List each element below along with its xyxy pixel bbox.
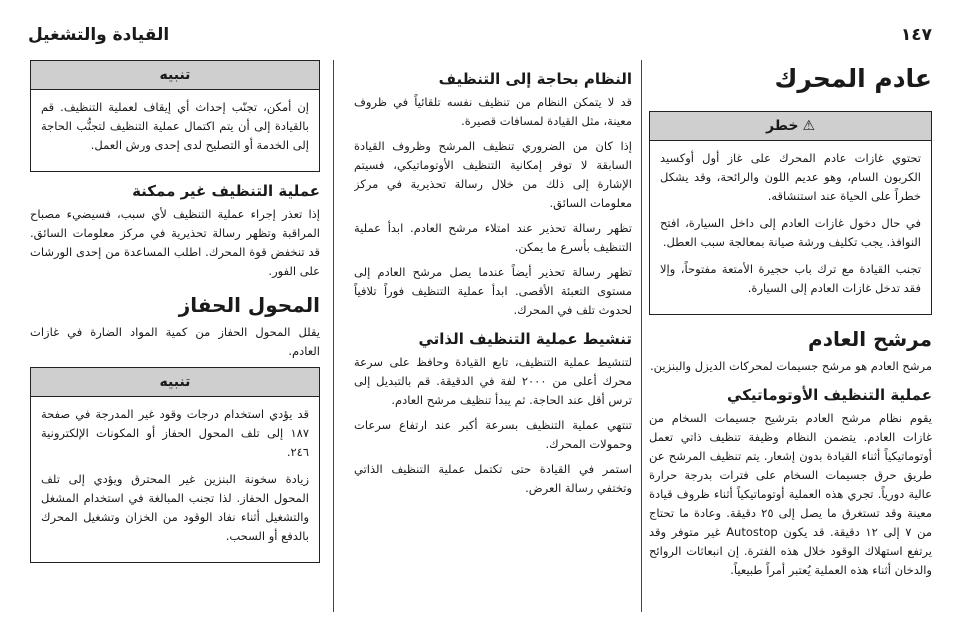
heading-activate-cleaning: تنشيط عملية التنظيف الذاتي	[418, 330, 632, 348]
notice-box	[30, 367, 320, 563]
notice-heading: تنبيه	[31, 61, 319, 90]
warning-triangle-icon: ⚠	[802, 118, 815, 134]
paragraph: لتنشيط عملية التنظيف، تابع القيادة وحافظ على سرعة محرك أعلى من ٢٠٠٠ لفة في الدقيقة. قم بالتبديل إلى ترس أقل عند الحاجة. ثم يبدأ تنظيف مرشح العادم.	[354, 355, 632, 407]
column-middle	[354, 60, 632, 618]
chapter-title: القيادة والتشغيل	[28, 25, 170, 45]
paragraph: إذا تعذر إجراء عملية التنظيف لأي سبب، فسيضيء مصباح المراقبة وتظهر رسالة تحذيرية في مركز معلومات السائق. قد تنخفض قوة المحرك. اطلب المساعدة من إحدى الورشات على الفور.	[30, 207, 320, 278]
danger-box	[649, 111, 932, 315]
danger-box-header	[650, 112, 931, 141]
paragraph: استمر في القيادة حتى تكتمل عملية التنظيف الذاتي وتختفي رسالة العرض.	[354, 462, 632, 495]
paragraph: يقوم نظام مرشح العادم بترشيح جسيمات السخام من غازات العادم. يتضمن النظام وظيفة تنظيف ذاتي تعمل أوتوماتيكياً أثناء القيادة بدون إشعار. يتم تنظيف المرشح عن طريق حرق جسيمات السخام على فترات بدرجة حرارة عالية دورياً. تجري هذه العملية أوتوماتيكياً أثناء ظروف قيادة معينة وقد تستغرق ما يصل إلى ٢٥ دقيقة. وعادة ما تحتاج من ٧ إلى ١٢ دقيقة. قد يكون Autostop غير متوفر وقد يرتفع استهلاك الوقود خلال هذه الفترة. إن انبعاثات الروائح والدخان أثناء هذه العملية يُعتبر أمراً طبيعياً.	[649, 411, 932, 577]
heading-catalytic-converter: المحول الحفاز	[178, 293, 320, 317]
column-right	[649, 60, 932, 618]
paragraph: يقلل المحول الحفاز من كمية المواد الضارة في غازات العادم.	[30, 325, 320, 358]
danger-heading: خطر	[766, 118, 799, 134]
running-header	[28, 22, 932, 48]
danger-paragraph: تحتوي غازات عادم المحرك على غاز أول أوكسيد الكربون السام، وهو عديم اللون والرائحة، وقد يشكل خطراً على الحياة عند استنشاقه.	[660, 151, 921, 203]
notice-paragraph: زيادة سخونة البنزين غير المحترق ويؤدي إلى تلف المحول الحفاز. لذا تجنب المبالغة في استخدام المشغل والتشغيل أثناء نفاد الوقود من الخزان وتشغيل المحرك بالدفع أو السحب.	[41, 472, 309, 543]
notice-body	[31, 90, 319, 171]
notice-paragraph: قد يؤدي استخدام درجات وقود غير المدرجة في صفحة ١٨٧ إلى تلف المحول الحفاز أو المكونات الإلكترونية ٢٤٦.	[41, 407, 309, 459]
notice-paragraph: إن أمكن، تجنّب إحداث أي إيقاف لعملية التنظيف. قم بالقيادة إلى أن يتم اكتمال عملية التنظيف لتجنُّب الحاجة إلى الخدمة أو التصليح لدى إحدى ورش العمل.	[41, 100, 309, 152]
heading-auto-cleaning: عملية التنظيف الأوتوماتيكي	[727, 386, 932, 404]
heading-cleaning-not-possible: عملية التنظيف غير ممكنة	[132, 182, 320, 200]
section-title-engine-exhaust: عادم المحرك	[774, 64, 932, 93]
notice-box	[30, 60, 320, 172]
paragraph: تظهر رسالة تحذير أيضاً عندما يصل مرشح العادم إلى مستوى التعبئة الأقصى. ابدأ عملية التنظيف فوراً تلافياً لحدوث تلف في المحرك.	[354, 265, 632, 317]
heading-needs-cleaning: النظام بحاجة إلى التنظيف	[438, 70, 632, 88]
column-divider	[333, 60, 334, 612]
notice-body	[31, 397, 319, 562]
danger-paragraph: في حال دخول غازات العادم إلى داخل السيارة، افتح النوافذ. يجب تكليف ورشة صيانة بمعالجة سبب العطل.	[660, 216, 921, 249]
paragraph: تظهر رسالة تحذير عند امتلاء مرشح العادم. ابدأ عملية التنظيف بأسرع ما يمكن.	[354, 221, 632, 254]
column-divider	[641, 60, 642, 612]
paragraph: مرشح العادم هو مرشح جسيمات لمحركات الديزل والبنزين.	[649, 359, 932, 373]
paragraph: قد لا يتمكن النظام من تنظيف نفسه تلقائياً في ظروف معينة، مثل القيادة لمسافات قصيرة.	[354, 95, 632, 128]
notice-heading: تنبيه	[31, 368, 319, 397]
heading-exhaust-filter: مرشح العادم	[808, 327, 932, 351]
danger-paragraph: تجنب القيادة مع ترك باب حجيرة الأمتعة مفتوحاً، وإلا فقد تدخل غازات العادم إلى السيارة.	[660, 262, 921, 295]
paragraph: إذا كان من الضروري تنظيف المرشح وظروف القيادة السابقة لا توفر إمكانية التنظيف الأوتوماتيكي، فسيتم الإشارة إلى ذلك من خلال رسالة تحذيرية في مركز معلومات السائق.	[354, 139, 632, 210]
column-left	[30, 60, 320, 618]
paragraph: تنتهي عملية التنظيف بسرعة أكبر عند ارتفاع سرعات وحمولات المحرك.	[354, 418, 632, 451]
page-number: ١٤٧	[900, 25, 932, 45]
danger-box-body	[650, 141, 931, 314]
